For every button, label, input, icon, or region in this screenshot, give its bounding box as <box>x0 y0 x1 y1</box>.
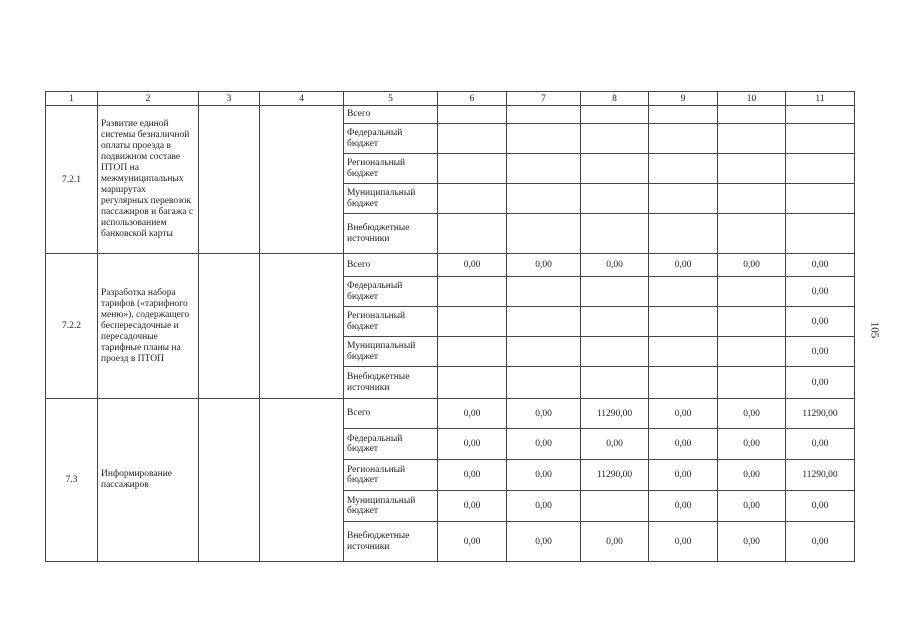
value-cell: 0,00 <box>718 254 786 277</box>
value-cell: 0,00 <box>581 522 649 562</box>
value-cell: 0,00 <box>718 522 786 562</box>
value-cell: 0,00 <box>438 460 507 491</box>
value-cell <box>438 277 507 307</box>
funding-source-cell: Внебюджетные источники <box>344 214 438 254</box>
funding-source-cell: Федеральный бюджет <box>344 124 438 154</box>
value-cell: 0,00 <box>786 429 855 460</box>
value-cell <box>718 367 786 399</box>
item-name-cell: Информирование пассажиров <box>98 399 199 562</box>
value-cell: 0,00 <box>786 337 855 367</box>
column-header: 1 <box>46 92 98 106</box>
table-row <box>46 399 855 429</box>
column-header: 5 <box>344 92 438 106</box>
value-cell <box>649 184 718 214</box>
empty-cell <box>260 254 344 399</box>
value-cell <box>581 214 649 254</box>
funding-source-cell: Всего <box>344 399 438 429</box>
value-cell <box>718 124 786 154</box>
column-header: 11 <box>786 92 855 106</box>
value-cell <box>581 154 649 184</box>
column-header: 7 <box>507 92 581 106</box>
funding-source-cell: Региональный бюджет <box>344 307 438 337</box>
value-cell <box>718 154 786 184</box>
value-cell <box>581 124 649 154</box>
empty-cell <box>260 106 344 254</box>
table-row <box>46 254 855 277</box>
item-code-cell: 7.2.1 <box>46 106 98 254</box>
value-cell: 0,00 <box>786 491 855 522</box>
value-cell: 0,00 <box>786 522 855 562</box>
value-cell <box>649 307 718 337</box>
funding-source-cell: Внебюджетные источники <box>344 522 438 562</box>
value-cell <box>507 124 581 154</box>
value-cell <box>718 307 786 337</box>
value-cell: 0,00 <box>581 254 649 277</box>
value-cell <box>581 307 649 337</box>
value-cell <box>649 277 718 307</box>
funding-source-cell: Региональный бюджет <box>344 154 438 184</box>
value-cell <box>718 337 786 367</box>
value-cell: 0,00 <box>507 460 581 491</box>
funding-source-cell: Федеральный бюджет <box>344 277 438 307</box>
value-cell <box>438 307 507 337</box>
value-cell <box>786 106 855 124</box>
value-cell <box>507 214 581 254</box>
value-cell: 0,00 <box>438 491 507 522</box>
column-header: 8 <box>581 92 649 106</box>
value-cell <box>718 106 786 124</box>
value-cell <box>718 184 786 214</box>
table-row <box>46 106 855 124</box>
value-cell <box>581 491 649 522</box>
value-cell <box>507 277 581 307</box>
value-cell: 0,00 <box>507 522 581 562</box>
value-cell <box>438 124 507 154</box>
column-header: 2 <box>98 92 199 106</box>
column-header: 6 <box>438 92 507 106</box>
item-name-cell: Разработка набора тарифов («тарифного меню»), содержащего беспересадочные и пересадочные тарифные планы на проезд в ПТОП <box>98 254 199 399</box>
header-row <box>46 92 855 106</box>
value-cell <box>507 337 581 367</box>
value-cell <box>507 154 581 184</box>
value-cell <box>507 367 581 399</box>
value-cell <box>786 124 855 154</box>
funding-source-cell: Региональный бюджет <box>344 460 438 491</box>
funding-source-cell: Всего <box>344 254 438 277</box>
value-cell: 0,00 <box>718 460 786 491</box>
funding-source-cell: Муниципальный бюджет <box>344 337 438 367</box>
value-cell <box>507 307 581 337</box>
value-cell: 0,00 <box>718 491 786 522</box>
item-name-cell: Развитие единой системы безналичной оплаты проезда в подвижном составе ПТОП на межмуниципальных маршрутах регулярных перевозок пассажиров и багажа с использованием банковской карты <box>98 106 199 254</box>
value-cell: 0,00 <box>649 399 718 429</box>
value-cell: 0,00 <box>786 277 855 307</box>
funding-source-cell: Внебюджетные источники <box>344 367 438 399</box>
value-cell <box>649 337 718 367</box>
funding-source-cell: Муниципальный бюджет <box>344 184 438 214</box>
value-cell: 0,00 <box>507 399 581 429</box>
value-cell: 0,00 <box>649 254 718 277</box>
value-cell <box>438 184 507 214</box>
funding-source-cell: Муниципальный бюджет <box>344 491 438 522</box>
value-cell <box>507 184 581 214</box>
value-cell <box>581 277 649 307</box>
value-cell <box>649 214 718 254</box>
empty-cell <box>199 106 260 254</box>
value-cell: 0,00 <box>507 491 581 522</box>
table-body <box>46 106 855 562</box>
value-cell <box>438 154 507 184</box>
value-cell: 0,00 <box>507 429 581 460</box>
value-cell <box>786 184 855 214</box>
budget-table <box>45 91 855 562</box>
item-code-cell: 7.2.2 <box>46 254 98 399</box>
column-header: 3 <box>199 92 260 106</box>
value-cell: 0,00 <box>786 367 855 399</box>
column-header: 9 <box>649 92 718 106</box>
value-cell: 0,00 <box>649 491 718 522</box>
value-cell: 0,00 <box>718 399 786 429</box>
value-cell: 0,00 <box>438 522 507 562</box>
column-header: 4 <box>260 92 344 106</box>
empty-cell <box>199 254 260 399</box>
value-cell <box>786 154 855 184</box>
value-cell: 0,00 <box>438 399 507 429</box>
value-cell: 0,00 <box>649 460 718 491</box>
value-cell <box>581 184 649 214</box>
column-header: 10 <box>718 92 786 106</box>
page-number: 105 <box>868 321 881 339</box>
funding-source-cell: Федеральный бюджет <box>344 429 438 460</box>
item-code-cell: 7.3 <box>46 399 98 562</box>
value-cell <box>649 124 718 154</box>
value-cell: 0,00 <box>649 522 718 562</box>
value-cell <box>649 106 718 124</box>
value-cell: 11290,00 <box>581 460 649 491</box>
value-cell <box>581 367 649 399</box>
value-cell <box>438 337 507 367</box>
value-cell <box>786 214 855 254</box>
value-cell: 0,00 <box>786 307 855 337</box>
value-cell: 0,00 <box>581 429 649 460</box>
value-cell: 0,00 <box>507 254 581 277</box>
value-cell <box>718 214 786 254</box>
value-cell <box>507 106 581 124</box>
value-cell: 11290,00 <box>786 460 855 491</box>
value-cell: 0,00 <box>718 429 786 460</box>
value-cell: 0,00 <box>438 254 507 277</box>
value-cell <box>438 214 507 254</box>
empty-cell <box>260 399 344 562</box>
value-cell <box>649 154 718 184</box>
value-cell <box>649 367 718 399</box>
value-cell: 0,00 <box>786 254 855 277</box>
value-cell <box>581 106 649 124</box>
value-cell: 0,00 <box>649 429 718 460</box>
funding-source-cell: Всего <box>344 106 438 124</box>
value-cell <box>718 277 786 307</box>
value-cell: 11290,00 <box>581 399 649 429</box>
value-cell: 11290,00 <box>786 399 855 429</box>
value-cell <box>438 106 507 124</box>
value-cell <box>438 367 507 399</box>
value-cell <box>581 337 649 367</box>
empty-cell <box>199 399 260 562</box>
value-cell: 0,00 <box>438 429 507 460</box>
